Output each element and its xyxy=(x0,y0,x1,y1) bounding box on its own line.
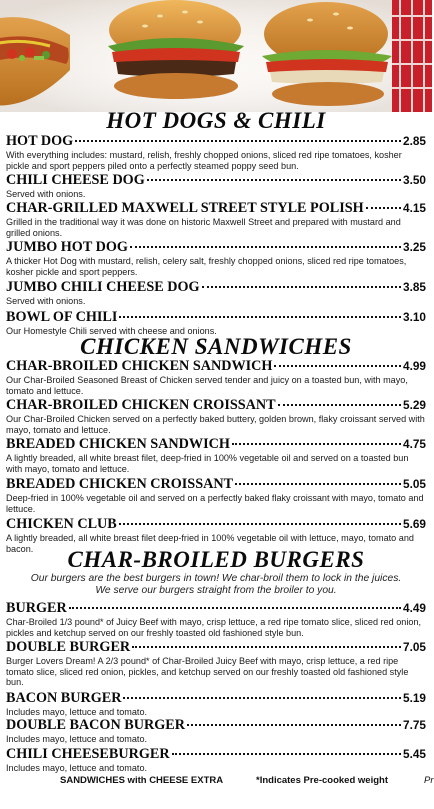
cut-off-text: Pr xyxy=(424,775,434,786)
item-name: CHAR-BROILED CHICKEN SANDWICH xyxy=(6,358,273,374)
item-description: With everything includes: mustard, relish, freshly chopped onions, sliced red ripe tomatoes, kosher pickle and sport peppers piled onto a perfectly steamed poppy seed bun. xyxy=(6,150,402,171)
item-price: 4.99 xyxy=(403,359,426,373)
burger-image-left xyxy=(108,0,244,99)
item-price: 7.05 xyxy=(403,640,426,654)
item-name: HOT DOG xyxy=(6,133,74,149)
menu-item-breaded-chicken-croissant xyxy=(6,476,426,514)
item-description: Includes mayo, lettuce and tomato. xyxy=(6,707,148,717)
item-name: CHILI CHEESE DOG xyxy=(6,172,145,188)
food-illustration xyxy=(0,0,432,112)
item-price: 3.10 xyxy=(403,310,426,324)
item-name: CHAR-BROILED CHICKEN CROISSANT xyxy=(6,397,276,413)
leader-dots xyxy=(119,523,401,525)
menu-item-chili-cheeseburger xyxy=(6,746,426,774)
leader-dots xyxy=(147,179,401,181)
leader-dots xyxy=(75,140,401,142)
item-price: 7.75 xyxy=(403,718,426,732)
item-description: Char-Broiled 1/3 pound* of Juicy Beef with mayo, crisp lettuce, a red ripe tomato slice, sliced red onion, pickles and ketchup served on our freshly toasted old fashioned style bun. xyxy=(6,617,421,638)
item-description: Served with onions. xyxy=(6,296,86,306)
leader-dots xyxy=(366,207,401,209)
item-name: BACON BURGER xyxy=(6,690,122,706)
item-name: JUMBO HOT DOG xyxy=(6,239,128,255)
item-name: BOWL OF CHILI xyxy=(6,309,118,325)
item-description: Burger Lovers Dream! A 2/3 pound* of Char-Broiled Juicy Beef with mayo, crisp lettuce, a red ripe tomato slice, sliced red onion, pickles, and ketchup served on our freshly toasted old fashioned style bun. xyxy=(6,656,409,688)
item-price: 5.69 xyxy=(403,517,426,531)
leader-dots xyxy=(130,246,401,248)
menu-item-breaded-chicken-sandwich xyxy=(6,436,426,474)
leader-dots xyxy=(187,724,401,726)
cheese-extra-note: SANDWICHES with CHEESE EXTRA xyxy=(60,775,224,786)
item-name: DOUBLE BACON BURGER xyxy=(6,717,185,733)
item-description: Our Char-Broiled Chicken served on a perfectly baked buttery, golden brown, flaky croissant served with mayo, tomato and lettuce. xyxy=(6,414,425,435)
item-description: Includes mayo, lettuce and tomato. xyxy=(6,734,148,744)
leader-dots xyxy=(235,483,401,485)
item-name: DOUBLE BURGER xyxy=(6,639,131,655)
menu-item-char-broiled-chicken-sandwich xyxy=(6,358,426,396)
menu-item-burger xyxy=(6,600,426,638)
item-name: JUMBO CHILI CHEESE DOG xyxy=(6,279,200,295)
burgers-tagline-2: We serve our burgers straight from the broiler to you. xyxy=(95,585,337,596)
item-name: BURGER xyxy=(6,600,67,616)
item-description: Served with onions. xyxy=(6,189,86,199)
item-price: 5.05 xyxy=(403,477,426,491)
section-title-burgers: CHAR-BROILED BURGERS xyxy=(67,547,365,572)
leader-dots xyxy=(119,316,401,318)
item-description: Includes mayo, lettuce and tomato. xyxy=(6,763,148,773)
leader-dots xyxy=(69,607,401,609)
section-title-chicken: CHICKEN SANDWICHES xyxy=(80,334,352,359)
leader-dots xyxy=(232,443,401,445)
item-name: CHAR-GRILLED MAXWELL STREET STYLE POLISH xyxy=(6,200,364,216)
leader-dots xyxy=(132,646,401,648)
burger-image-right xyxy=(262,2,392,106)
hero-food-banner xyxy=(0,0,432,112)
section-title-hot-dogs: HOT DOGS & CHILI xyxy=(106,108,326,133)
item-description: Our Char-Broiled Seasoned Breast of Chicken served tender and juicy on a toasted bun, with mayo, tomato and lettuce. xyxy=(6,375,408,396)
menu-item-bowl-of-chili xyxy=(6,309,426,337)
item-description: Our Homestyle Chili served with cheese and onions. xyxy=(6,326,217,336)
item-name: BREADED CHICKEN SANDWICH xyxy=(6,436,230,452)
item-description: A lightly breaded, all white breast filet, deep-fried in 100% vegetable oil and served on a toasted bun with mayo, tomato and lettuce. xyxy=(6,453,409,474)
menu-item-jumbo-hot-dog xyxy=(6,239,426,277)
item-name: CHICKEN CLUB xyxy=(6,516,117,532)
item-price: 3.85 xyxy=(403,280,426,294)
item-name: BREADED CHICKEN CROISSANT xyxy=(6,476,234,492)
item-price: 4.75 xyxy=(403,437,426,451)
item-price: 2.85 xyxy=(403,134,426,148)
leader-dots xyxy=(202,286,401,288)
leader-dots xyxy=(123,697,401,699)
item-description: A thicker Hot Dog with mustard, relish, celery salt, freshly chopped onions, sliced red ripe tomatoes, kosher pickle and sport peppers. xyxy=(6,256,407,277)
item-price: 5.29 xyxy=(403,398,426,412)
menu-item-chili-cheese-dog xyxy=(6,172,426,200)
item-price: 5.19 xyxy=(403,691,426,705)
menu-item-double-bacon-burger xyxy=(6,717,426,745)
leader-dots xyxy=(278,404,401,406)
burgers-tagline-1: Our burgers are the best burgers in town! We char-broil them to lock in the juices. xyxy=(30,573,402,584)
menu-item-bacon-burger xyxy=(6,690,426,718)
leader-dots xyxy=(172,753,401,755)
item-price: 3.50 xyxy=(403,173,426,187)
menu-item-jumbo-chili-cheese-dog xyxy=(6,279,426,307)
item-description: Deep-fried in 100% vegetable oil and served on a perfectly baked flaky croissant with mayo, tomato and lettuce. xyxy=(6,493,424,514)
item-price: 5.45 xyxy=(403,747,426,761)
napkin-image xyxy=(392,0,432,112)
menu-item-maxwell-polish xyxy=(6,200,426,238)
item-price: 4.15 xyxy=(403,201,426,215)
leader-dots xyxy=(274,365,401,367)
menu-item-hot-dog xyxy=(6,133,426,171)
item-description: Grilled in the traditional way it was done on historic Maxwell Street and prepared with mustard and grilled onions. xyxy=(6,217,401,238)
menu-item-double-burger xyxy=(6,639,426,688)
menu-item-char-broiled-chicken-croissant xyxy=(6,397,426,435)
item-price: 3.25 xyxy=(403,240,426,254)
item-name: CHILI CHEESEBURGER xyxy=(6,746,170,762)
item-price: 4.49 xyxy=(403,601,426,615)
menu-footer xyxy=(0,775,432,789)
weight-note: *Indicates Pre-cooked weight xyxy=(256,775,388,786)
item-description: A lightly breaded, all white breast filet deep-fried in 100% vegetable oil with lettuce, mayo, tomato and bacon. xyxy=(6,533,414,554)
